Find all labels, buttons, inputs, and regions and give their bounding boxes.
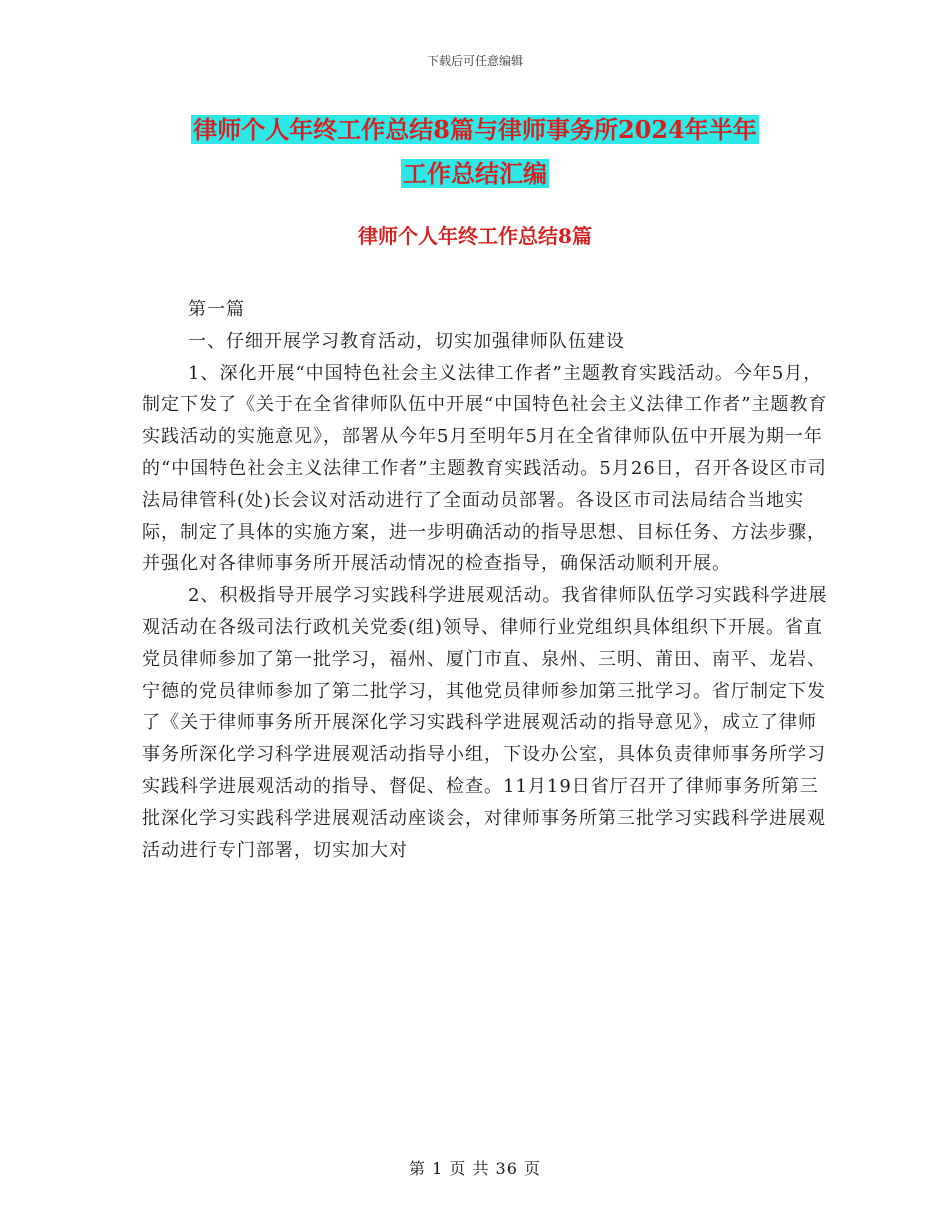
page-header-note: 下载后可任意编辑 bbox=[426, 54, 523, 68]
paragraph-1: 1、深化开展“中国特色社会主义法律工作者”主题教育实践活动。今年5月，制定下发了《关于在全省律师队伍中开展“中国特色社会主义法律工作者”主题教育实践活动的实施意见》，部署从今年5月至明年5月在全省律师队伍中开展为期一年的“中国特色社会主义法律工作者”主题教育实践活动。5月26日，召开各设区市司法局律管科(处)长会议对活动进行了全面动员部署。各设区市司法局结合当地实际，制定了具体的实施方案，进一步明确活动的指导思想、目标任务、方法步骤，并强化对各律师事务所开展活动情况的检查指导，确保活动顺利开展。 bbox=[142, 362, 828, 575]
page-number: 第 1 页 共 36 页 bbox=[409, 1159, 541, 1178]
chapter-heading: 第一篇 bbox=[188, 299, 245, 320]
document-title-line-2: 工作总结汇编 bbox=[403, 159, 547, 188]
document-title bbox=[0, 108, 950, 196]
subsection-heading: 一、仔细开展学习教育活动，切实加强律师队伍建设 bbox=[188, 330, 625, 352]
document-title-line-1: 律师个人年终工作总结8篇与律师事务所2024年半年 bbox=[193, 115, 757, 144]
paragraph-2: 2、积极指导开展学习实践科学进展观活动。我省律师队伍学习实践科学进展观活动在各级司法行政机关党委(组)领导、律师行业党组织具体组织下开展。省直党员律师参加了第一批学习，福州、厦门市直、泉州、三明、莆田、南平、龙岩、宁德的党员律师参加了第二批学习，其他党员律师参加第三批学习。省厅制定下发了《关于律师事务所开展深化学习实践科学进展观活动的指导意见》，成立了律师事务所深化学习科学进展观活动指导小组，下设办公室，具体负责律师事务所学习实践科学进展观活动的指导、督促、检查。11月19日省厅召开了律师事务所第三批深化学习实践科学进展观活动座谈会，对律师事务所第三批学习实践科学进展观活动进行专门部署，切实加大对 bbox=[142, 585, 828, 861]
section-title: 律师个人年终工作总结8篇 bbox=[358, 224, 592, 248]
document-body bbox=[142, 294, 832, 866]
